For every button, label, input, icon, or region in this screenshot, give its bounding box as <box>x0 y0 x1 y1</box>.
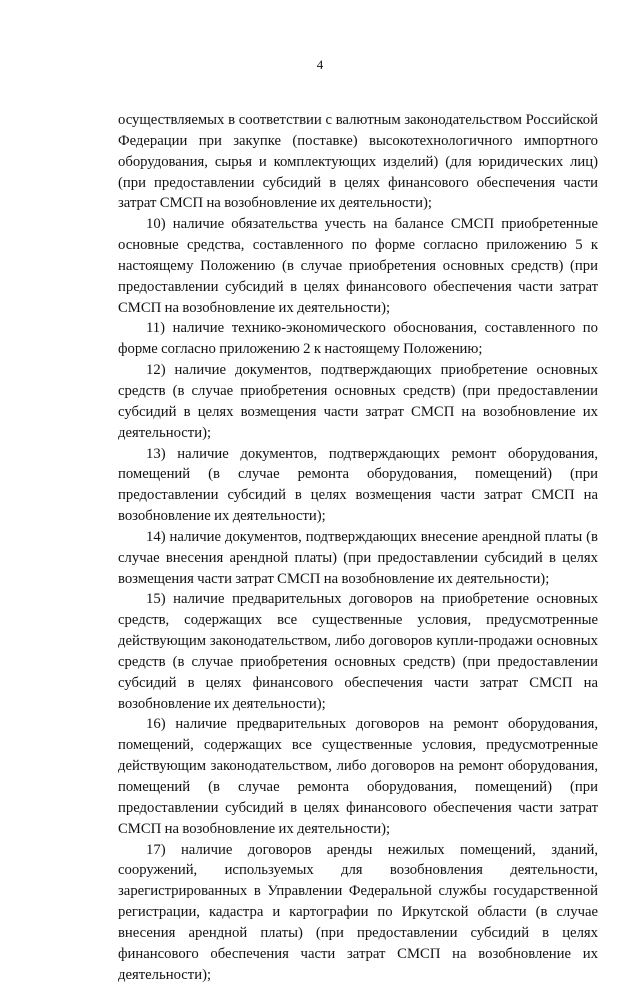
paragraph-item-17: 17) наличие договоров аренды нежилых помещений, зданий, сооружений, используемых для возобновления деятельности, зарегистрированных в Управлении Федеральной службы государственной регистрации, кадастра и картографии по Иркутской области (в случае внесения арендной платы) (при предоставлении субсидий в целях финансового обеспечения части затрат СМСП на возобновление их деятельности); <box>118 841 598 983</box>
paragraph-item-14: 14) наличие документов, подтверждающих внесение арендной платы (в случае внесения арендной платы) (при предоставлении субсидий в целях возмещения части затрат СМСП на возобновление их деятельности); <box>118 528 598 587</box>
paragraph-item-16: 16) наличие предварительных договоров на ремонт оборудования, помещений, содержащих все существенные условия, предусмотренные действующим законодательством, либо договоров на ремонт оборудования, помещений (в случае ремонта оборудования, помещений) (при предоставлении субсидий в целях финансового обеспечения части затрат СМСП на возобновление их деятельности); <box>118 716 598 837</box>
paragraph-item-13: 13) наличие документов, подтверждающих ремонт оборудования, помещений (в случае ремонта оборудования, помещений) (при предоставлении субсидий в целях возмещения части затрат СМСП на возобновление их деятельности); <box>118 445 598 525</box>
paragraph-item-10: 10) наличие обязательства учесть на балансе СМСП приобретенные основные средства, составленного по форме согласно приложению 5 к настоящему Положению (в случае приобретения основных средств) (при предоставлении субсидий в целях финансового обеспечения части затрат СМСП на возобновление их деятельности); <box>118 216 598 316</box>
paragraph-item-15: 15) наличие предварительных договоров на приобретение основных средств, содержащих все существенные условия, предусмотренные действующим законодательством, либо договоров купли-продажи основных средств (в случае приобретения основных средств) (при предоставлении субсидий в целях финансового обеспечения части затрат СМСП на возобновление их деятельности); <box>118 591 598 712</box>
paragraph-item-11: 11) наличие технико-экономического обоснования, составленного по форме согласно приложению 2 к настоящему Положению; <box>118 320 598 358</box>
paragraph-continuation: осуществляемых в соответствии с валютным законодательством Российской Федерации при закупке (поставке) высокотехнологичного импортного оборудования, сырья и комплектующих изделий) (для юридических лиц) (при предоставлении субсидий в целях финансового обеспечения части затрат СМСП на возобновление их деятельности); <box>118 112 598 212</box>
page-number: 4 <box>316 57 324 72</box>
document-body <box>118 110 598 985</box>
paragraph-item-12: 12) наличие документов, подтверждающих приобретение основных средств (в случае приобретения основных средств) (при предоставлении субсидий в целях возмещения части затрат СМСП на возобновление их деятельности); <box>118 362 598 441</box>
